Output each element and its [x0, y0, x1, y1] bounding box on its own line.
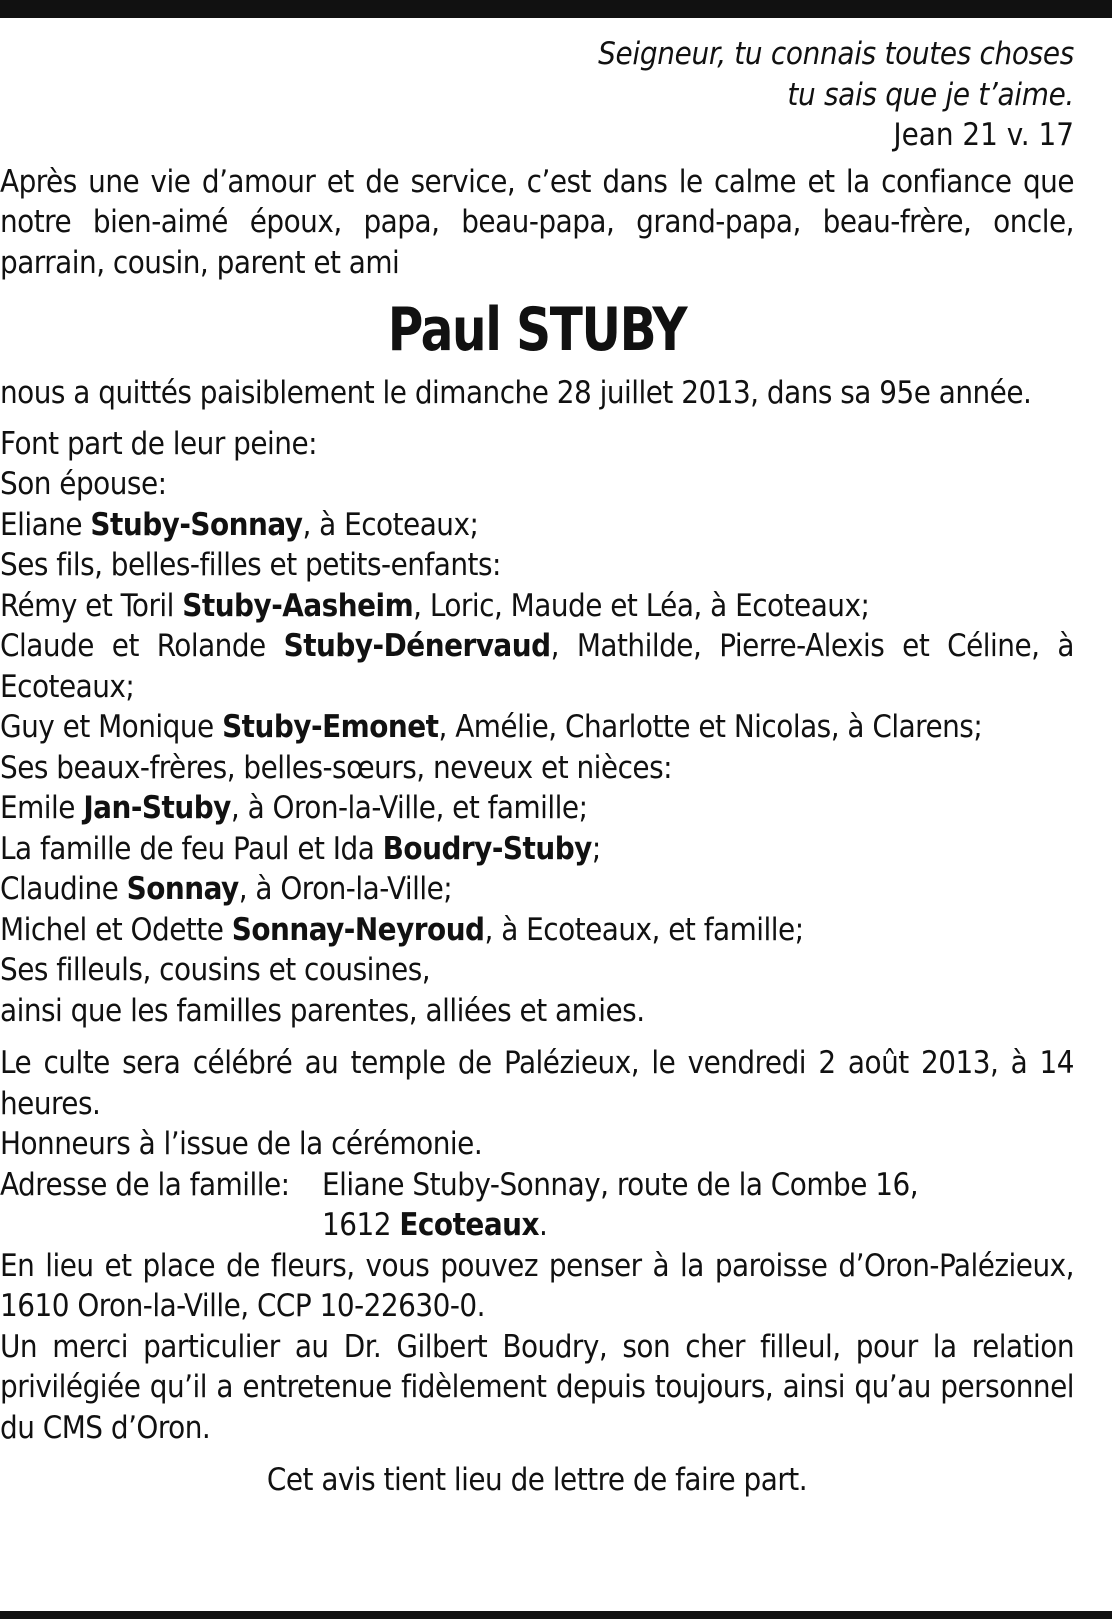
children-label: Ses fils, belles-filles et petits-enfants: — [0, 547, 501, 583]
top-border-rule — [0, 0, 1112, 18]
godchildren-line: Ses filleuls, cousins et cousines, — [0, 952, 431, 988]
obituary-notice — [0, 34, 1074, 1501]
address-line-2: 1612 Ecoteaux. — [322, 1207, 548, 1243]
address-line-1: Eliane Stuby-Sonnay, route de la Combe 16, — [322, 1166, 919, 1203]
surname: Stuby-Aasheim — [182, 587, 414, 624]
surname: Stuby-Sonnay — [90, 506, 303, 543]
verse-line-1: Seigneur, tu connais toutes choses — [598, 36, 1074, 72]
spouse-label: Son épouse: — [0, 466, 167, 502]
surname: Jan-Stuby — [83, 790, 231, 826]
closing-line: Cet avis tient lieu de lettre de faire part. — [266, 1462, 808, 1498]
family-entry-inlaw-1: Emile Jan-Stuby, à Oron-la-Ville, et famille; — [0, 790, 588, 826]
family-entry-spouse: Eliane Stuby-Sonnay, à Ecoteaux; — [0, 506, 479, 543]
intro-paragraph: Après une vie d’amour et de service, c’est dans le calme et la confiance que notre bien-aimé époux, papa, beau-papa, grand-papa, beau-frère, oncle, parrain, cousin, parent et ami — [0, 163, 1074, 281]
family-header: Font part de leur peine: — [0, 425, 318, 462]
family-entry-inlaw-3: Claudine Sonnay, à Oron-la-Ville; — [0, 871, 453, 907]
deceased-name: Paul STUBY — [387, 295, 687, 365]
family-list — [0, 424, 1074, 1032]
family-entry-child-2: Claude et Rolande Stuby-Dénervaud, Mathilde, Pierre-Alexis et Céline, à Ecoteaux; — [0, 628, 1074, 705]
surname: Boudry-Stuby — [382, 830, 592, 867]
death-notice: nous a quittés paisiblement le dimanche 28 juillet 2013, dans sa 95e année. — [0, 375, 1032, 411]
address-town: Ecoteaux — [399, 1207, 539, 1243]
surname: Sonnay — [126, 871, 239, 907]
flowers-notice: En lieu et place de fleurs, vous pouvez penser à la paroisse d’Oron-Palézieux, 1610 Oron-la-Ville, CCP 10-22630-0. — [0, 1247, 1074, 1324]
surname: Stuby-Dénervaud — [283, 628, 551, 664]
surname: Sonnay-Neyroud — [231, 911, 485, 948]
family-entry-inlaw-2: La famille de feu Paul et Ida Boudry-Stuby; — [0, 830, 601, 867]
ceremony-details — [0, 1043, 1074, 1448]
verse-reference: Jean 21 v. 17 — [893, 117, 1074, 153]
others-line: ainsi que les familles parentes, alliées et amies. — [0, 992, 645, 1029]
family-entry-child-3: Guy et Monique Stuby-Emonet, Amélie, Charlotte et Nicolas, à Clarens; — [0, 709, 983, 745]
family-address — [0, 1165, 1074, 1206]
address-label: Adresse de la famille: — [0, 1166, 290, 1203]
thanks-paragraph: Un merci particulier au Dr. Gilbert Boudry, son cher filleul, pour la relation privilégiée qu’il a entretenue fidèlement depuis toujours, ainsi qu’au personnel du CMS d’Oron. — [0, 1328, 1074, 1446]
service-announcement: Le culte sera célébré au temple de Palézieux, le vendredi 2 août 2013, à 14 heures. — [0, 1045, 1074, 1122]
family-entry-inlaw-4: Michel et Odette Sonnay-Neyroud, à Ecoteaux, et famille; — [0, 911, 804, 948]
honours-line: Honneurs à l’issue de la cérémonie. — [0, 1126, 483, 1162]
bottom-border-rule — [0, 1611, 1112, 1619]
family-entry-child-1: Rémy et Toril Stuby-Aasheim, Loric, Maude et Léa, à Ecoteaux; — [0, 587, 870, 624]
verse-line-2: tu sais que je t’aime. — [787, 76, 1074, 113]
inlaws-label: Ses beaux-frères, belles-sœurs, neveux et nièces: — [0, 749, 673, 786]
bible-verse — [0, 34, 1074, 115]
surname: Stuby-Emonet — [222, 709, 439, 745]
